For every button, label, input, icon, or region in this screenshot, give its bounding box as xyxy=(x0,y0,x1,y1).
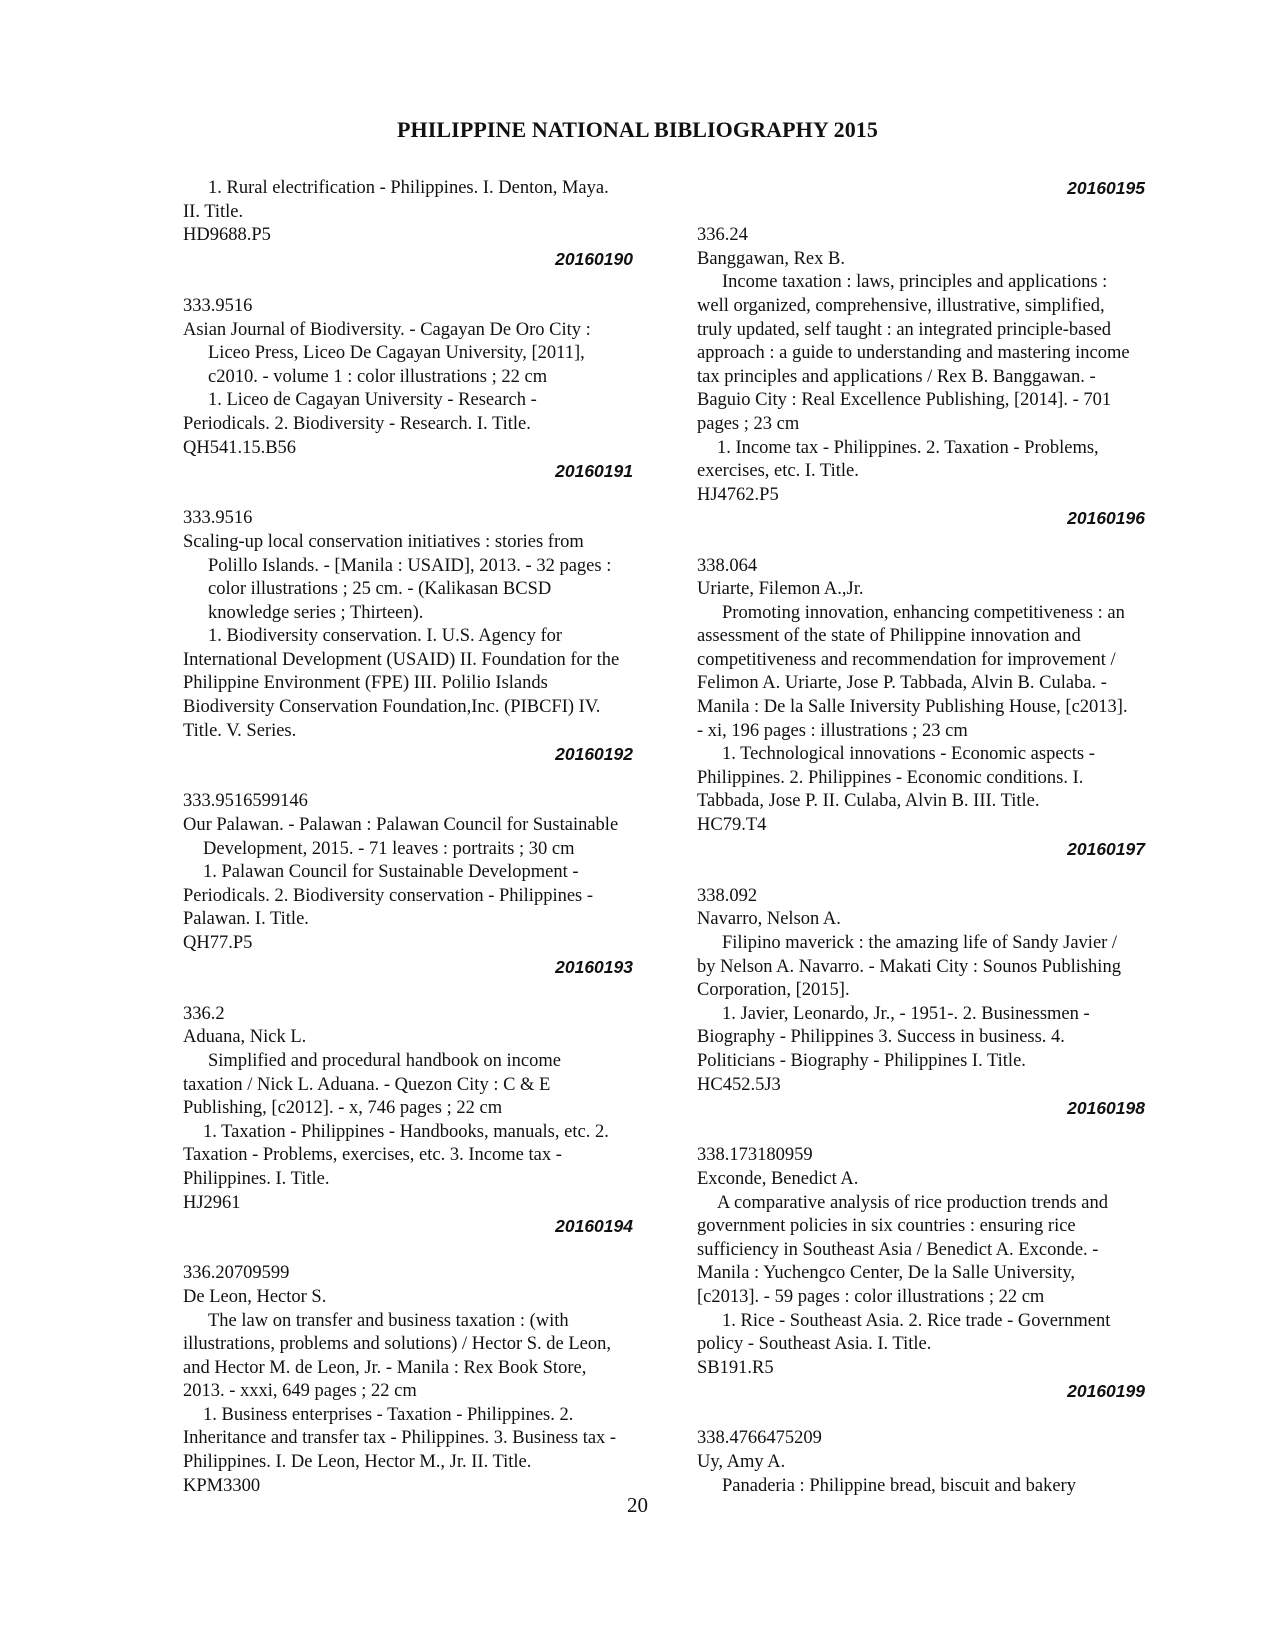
class-number: 333.9516599146 xyxy=(183,791,308,812)
entry-subjects: II. Title. xyxy=(183,201,244,222)
class-number: 338.4766475209 xyxy=(697,1428,822,1449)
entry-subjects: Tabbada, Jose P. II. Culaba, Alvin B. III. Title. xyxy=(697,791,1040,812)
entry-title: illustrations, problems and solutions) / Hector S. de Leon, xyxy=(183,1334,612,1355)
class-number: 336.24 xyxy=(697,225,748,246)
entry-imprint: knowledge series ; Thirteen). xyxy=(208,602,424,623)
call-number: HD9688.P5 xyxy=(183,225,271,246)
entry-subjects: Periodicals. 2. Biodiversity conservation - Philippines - xyxy=(183,885,594,906)
entry-imprint: 2013. - xxxi, 649 pages ; 22 cm xyxy=(183,1381,417,1402)
control-number: 20160199 xyxy=(1067,1381,1145,1402)
entry-imprint: Polillo Islands. - [Manila : USAID], 2013. - 32 pages : xyxy=(208,555,612,576)
entry-author: Exconde, Benedict A. xyxy=(697,1168,859,1189)
call-number: HC79.T4 xyxy=(697,815,767,836)
class-number: 338.092 xyxy=(697,885,758,906)
entry-subjects: 1. Business enterprises - Taxation - Philippines. 2. xyxy=(203,1404,574,1425)
page-title: PHILIPPINE NATIONAL BIBLIOGRAPHY 2015 xyxy=(396,117,879,142)
entry-title: taxation / Nick L. Aduana. - Quezon City : C & E xyxy=(183,1074,551,1095)
entry-subjects: 1. Biodiversity conservation. I. U.S. Agency for xyxy=(208,626,563,647)
entry-subjects: 1. Javier, Leonardo, Jr., - 1951-. 2. Businessmen - xyxy=(722,1003,1090,1024)
entry-imprint: - xi, 196 pages : illustrations ; 23 cm xyxy=(697,720,968,741)
entry-author: Banggawan, Rex B. xyxy=(697,248,845,269)
entry-subjects: Taxation - Problems, exercises, etc. 3. Income tax - xyxy=(183,1145,562,1166)
entry-title: Felimon A. Uriarte, Jose P. Tabbada, Alvin B. Culaba. - xyxy=(697,673,1107,694)
call-number: SB191.R5 xyxy=(697,1357,774,1378)
control-number: 20160193 xyxy=(555,956,633,977)
entry-subjects: Palawan. I. Title. xyxy=(183,909,309,930)
entry-subjects: policy - Southeast Asia. I. Title. xyxy=(697,1334,932,1355)
entry-title: assessment of the state of Philippine innovation and xyxy=(697,626,1081,647)
entry-subjects: Philippine Environment (FPE) III. Polilio Islands xyxy=(183,673,548,694)
entry-imprint: Publishing, [c2012]. - x, 746 pages ; 22 cm xyxy=(183,1098,503,1119)
entry-title: Scaling-up local conservation initiatives : stories from xyxy=(183,531,584,552)
call-number: HJ2961 xyxy=(183,1192,241,1213)
entry-author: Navarro, Nelson A. xyxy=(697,909,841,930)
entry-subjects: 1. Rural electrification - Philippines. I. Denton, Maya. xyxy=(208,178,609,198)
entry-subjects: exercises, etc. I. Title. xyxy=(697,461,859,482)
entry-title: Asian Journal of Biodiversity. - Cagayan De Oro City : xyxy=(183,319,591,340)
call-number: KPM3300 xyxy=(183,1475,261,1496)
entry-title: competitiveness and recommendation for improvement / xyxy=(697,649,1116,670)
right-column xyxy=(697,177,1182,1498)
entry-subjects: Biography - Philippines 3. Success in business. 4. xyxy=(697,1027,1065,1048)
entry-subjects: International Development (USAID) II. Foundation for the xyxy=(183,649,620,670)
entry-subjects: 1. Palawan Council for Sustainable Development - xyxy=(203,862,579,883)
entry-title: government policies in six countries : ensuring rice xyxy=(697,1216,1076,1237)
entry-subjects: Title. V. Series. xyxy=(183,720,297,741)
entry-title: approach : a guide to understanding and mastering income xyxy=(697,343,1130,364)
entry-imprint: color illustrations ; 25 cm. - (Kalikasan BCSD xyxy=(208,579,552,600)
call-number: HC452.5J3 xyxy=(697,1074,781,1095)
entry-author: Uriarte, Filemon A.,Jr. xyxy=(697,579,864,600)
entry-title: sufficiency in Southeast Asia / Benedict A. Exconde. - xyxy=(697,1239,1099,1260)
entry-author: De Leon, Hector S. xyxy=(183,1286,327,1307)
entry-author: Uy, Amy A. xyxy=(697,1452,786,1473)
entry-imprint: by Nelson A. Navarro. - Makati City : Sounos Publishing xyxy=(697,956,1121,977)
entry-imprint: Manila : Yuchengco Center, De la Salle University, xyxy=(697,1263,1076,1284)
call-number: QH77.P5 xyxy=(183,933,253,953)
entry-imprint: Corporation, [2015]. xyxy=(697,980,850,1001)
entry-title: truly updated, self taught : an integrated principle-based xyxy=(697,319,1112,340)
entry-title: Income taxation : laws, principles and applications : xyxy=(722,272,1108,293)
entry-title: A comparative analysis of rice production trends and xyxy=(717,1192,1108,1213)
class-number: 333.9516 xyxy=(183,295,253,316)
entry-title: Our Palawan. - Palawan : Palawan Council for Sustainable xyxy=(183,815,619,836)
class-number: 338.173180959 xyxy=(697,1145,813,1166)
entry-subjects: 1. Income tax - Philippines. 2. Taxation - Problems, xyxy=(717,437,1099,458)
entry-subjects: Inheritance and transfer tax - Philippines. 3. Business tax - xyxy=(183,1428,617,1449)
entry-imprint: [c2013]. - 59 pages : color illustrations ; 22 cm xyxy=(697,1286,1045,1307)
control-number: 20160198 xyxy=(1067,1098,1145,1119)
class-number: 338.064 xyxy=(697,555,758,576)
control-number: 20160190 xyxy=(555,248,633,269)
call-number: QH541.15.B56 xyxy=(183,437,297,458)
class-number: 336.20709599 xyxy=(183,1263,290,1284)
entry-title: Filipino maverick : the amazing life of Sandy Javier / xyxy=(722,933,1118,953)
control-number: 20160197 xyxy=(1067,838,1145,859)
entry-title: Panaderia : Philippine bread, biscuit and bakery xyxy=(722,1475,1076,1496)
left-column xyxy=(183,177,653,1498)
entry-subjects: 1. Technological innovations - Economic aspects - xyxy=(722,744,1095,765)
entry-subjects: Periodicals. 2. Biodiversity - Research. I. Title. xyxy=(183,413,531,434)
entry-subjects: 1. Rice - Southeast Asia. 2. Rice trade - Government xyxy=(722,1310,1111,1331)
entry-imprint: Manila : De la Salle Iniversity Publishing House, [c2013]. xyxy=(697,697,1128,718)
entry-title: Promoting innovation, enhancing competitiveness : an xyxy=(722,602,1125,623)
class-number: 336.2 xyxy=(183,1003,225,1024)
entry-title: Simplified and procedural handbook on income xyxy=(208,1050,561,1071)
call-number: HJ4762.P5 xyxy=(697,484,779,505)
control-number: 20160195 xyxy=(1067,178,1145,198)
control-number: 20160194 xyxy=(555,1216,633,1237)
entry-subjects: 1. Liceo de Cagayan University - Research - xyxy=(208,390,537,411)
entry-imprint: pages ; 23 cm xyxy=(697,413,800,434)
entry-subjects: Philippines. 2. Philippines - Economic conditions. I. xyxy=(697,767,1084,788)
entry-subjects: Politicians - Biography - Philippines I. Title. xyxy=(697,1050,1026,1071)
entry-title: The law on transfer and business taxation : (with xyxy=(208,1310,569,1331)
control-number: 20160191 xyxy=(555,461,633,482)
entry-imprint: Baguio City : Real Excellence Publishing, [2014]. - 701 xyxy=(697,390,1112,411)
entry-imprint: and Hector M. de Leon, Jr. - Manila : Rex Book Store, xyxy=(183,1357,587,1378)
entry-title: well organized, comprehensive, illustrative, simplified, xyxy=(697,295,1105,316)
entry-imprint: Development, 2015. - 71 leaves : portraits ; 30 cm xyxy=(203,838,575,859)
control-number: 20160196 xyxy=(1067,508,1145,529)
entry-imprint: Liceo Press, Liceo De Cagayan University, [2011], xyxy=(208,343,585,364)
entry-subjects: Philippines. I. Title. xyxy=(183,1168,330,1189)
entry-title: tax principles and applications / Rex B. Banggawan. - xyxy=(697,366,1096,387)
class-number: 333.9516 xyxy=(183,508,253,529)
entry-imprint: c2010. - volume 1 : color illustrations ; 22 cm xyxy=(208,366,548,387)
control-number: 20160192 xyxy=(555,744,633,765)
entry-subjects: 1. Taxation - Philippines - Handbooks, manuals, etc. 2. xyxy=(203,1121,609,1142)
entry-author: Aduana, Nick L. xyxy=(183,1027,307,1048)
entry-subjects: Philippines. I. De Leon, Hector M., Jr. II. Title. xyxy=(183,1452,532,1473)
page-number: 20 xyxy=(627,1493,648,1517)
entry-subjects: Biodiversity Conservation Foundation,Inc. (PIBCFI) IV. xyxy=(183,697,601,718)
